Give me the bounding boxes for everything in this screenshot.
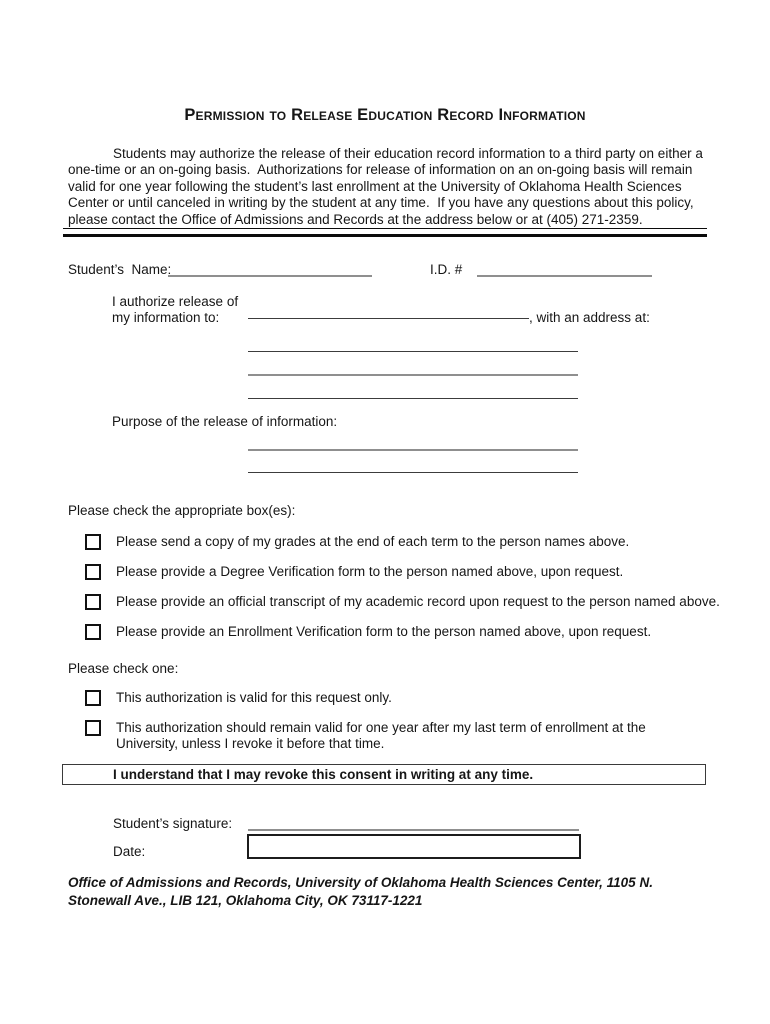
check-one-row-request-only [85, 690, 392, 706]
date-input-box[interactable] [247, 834, 581, 859]
consent-statement-box [62, 764, 706, 785]
checkbox-row-grades [85, 534, 629, 550]
intro-paragraph: Students may authorize the release of their education record information to a third party on either a one-time or an on-going basis. Authorizations for release of information on an on-going basis will remain valid for one year following the student’s last enrollment at the University of Oklahoma Health Sciences Center or until canceled in writing by the student at any time. If you have any questions about this policy, please contact the Office of Admissions and Records at the address below or at (405) 271-2359. [68, 146, 707, 227]
one-year-checkbox-label: This authorization should remain valid for one year after my last term of enrollment at the University, unless I revoke it before that time. [116, 720, 650, 751]
transcript-checkbox-label: Please provide an official transcript of my academic record upon request to the person named above. [116, 594, 720, 609]
checkbox-row-enrollment-verification [85, 624, 651, 640]
checkbox-section-heading: Please check the appropriate box(es): [68, 503, 296, 518]
student-name-label: Student’s Name: [68, 262, 172, 277]
request-only-checkbox-label: This authorization is valid for this request only. [116, 690, 392, 705]
grades-checkbox-label: Please send a copy of my grades at the end of each term to the person names above. [116, 534, 630, 549]
degree-verification-checkbox[interactable] [85, 564, 101, 580]
request-only-checkbox[interactable] [85, 690, 101, 706]
student-name-input-line[interactable] [168, 275, 372, 277]
signature-input-line[interactable] [248, 829, 579, 831]
grades-checkbox[interactable] [85, 534, 101, 550]
page-title: Permission to Release Education Record Information [184, 106, 586, 124]
address-input-line-2[interactable] [248, 374, 578, 376]
footer-address: Office of Admissions and Records, University of Oklahoma Health Sciences Center, 1105 N. Stonewall Ave., LIB 121, Oklahoma City, OK 73117-1221 [68, 875, 657, 908]
authorize-label-line2: my information to: [112, 310, 220, 325]
address-suffix-label: , with an address at: [529, 310, 650, 325]
id-number-label: I.D. # [430, 262, 463, 277]
enrollment-verification-checkbox[interactable] [85, 624, 101, 640]
address-input-line-1[interactable] [248, 351, 578, 352]
section-divider-rule [63, 228, 707, 237]
purpose-input-line-1[interactable] [248, 449, 578, 451]
signature-label: Student’s signature: [113, 816, 233, 831]
degree-verification-checkbox-label: Please provide a Degree Verification form to the person named above, upon request. [116, 564, 624, 579]
purpose-input-line-2[interactable] [248, 472, 578, 473]
date-label: Date: [113, 844, 146, 859]
address-input-line-3[interactable] [248, 398, 578, 399]
consent-statement-text: I understand that I may revoke this consent in writing at any time. [113, 767, 534, 782]
check-one-heading: Please check one: [68, 661, 179, 676]
transcript-checkbox[interactable] [85, 594, 101, 610]
checkbox-row-transcript [85, 594, 720, 610]
checkbox-row-degree-verification [85, 564, 623, 580]
release-to-input-line[interactable] [248, 318, 529, 319]
purpose-label: Purpose of the release of information: [112, 414, 338, 429]
enrollment-verification-checkbox-label: Please provide an Enrollment Verification form to the person named above, upon request. [116, 624, 652, 639]
id-number-input-line[interactable] [477, 275, 652, 277]
check-one-row-one-year [85, 720, 685, 752]
authorize-label-line1: I authorize release of [112, 294, 239, 309]
one-year-checkbox[interactable] [85, 720, 101, 736]
